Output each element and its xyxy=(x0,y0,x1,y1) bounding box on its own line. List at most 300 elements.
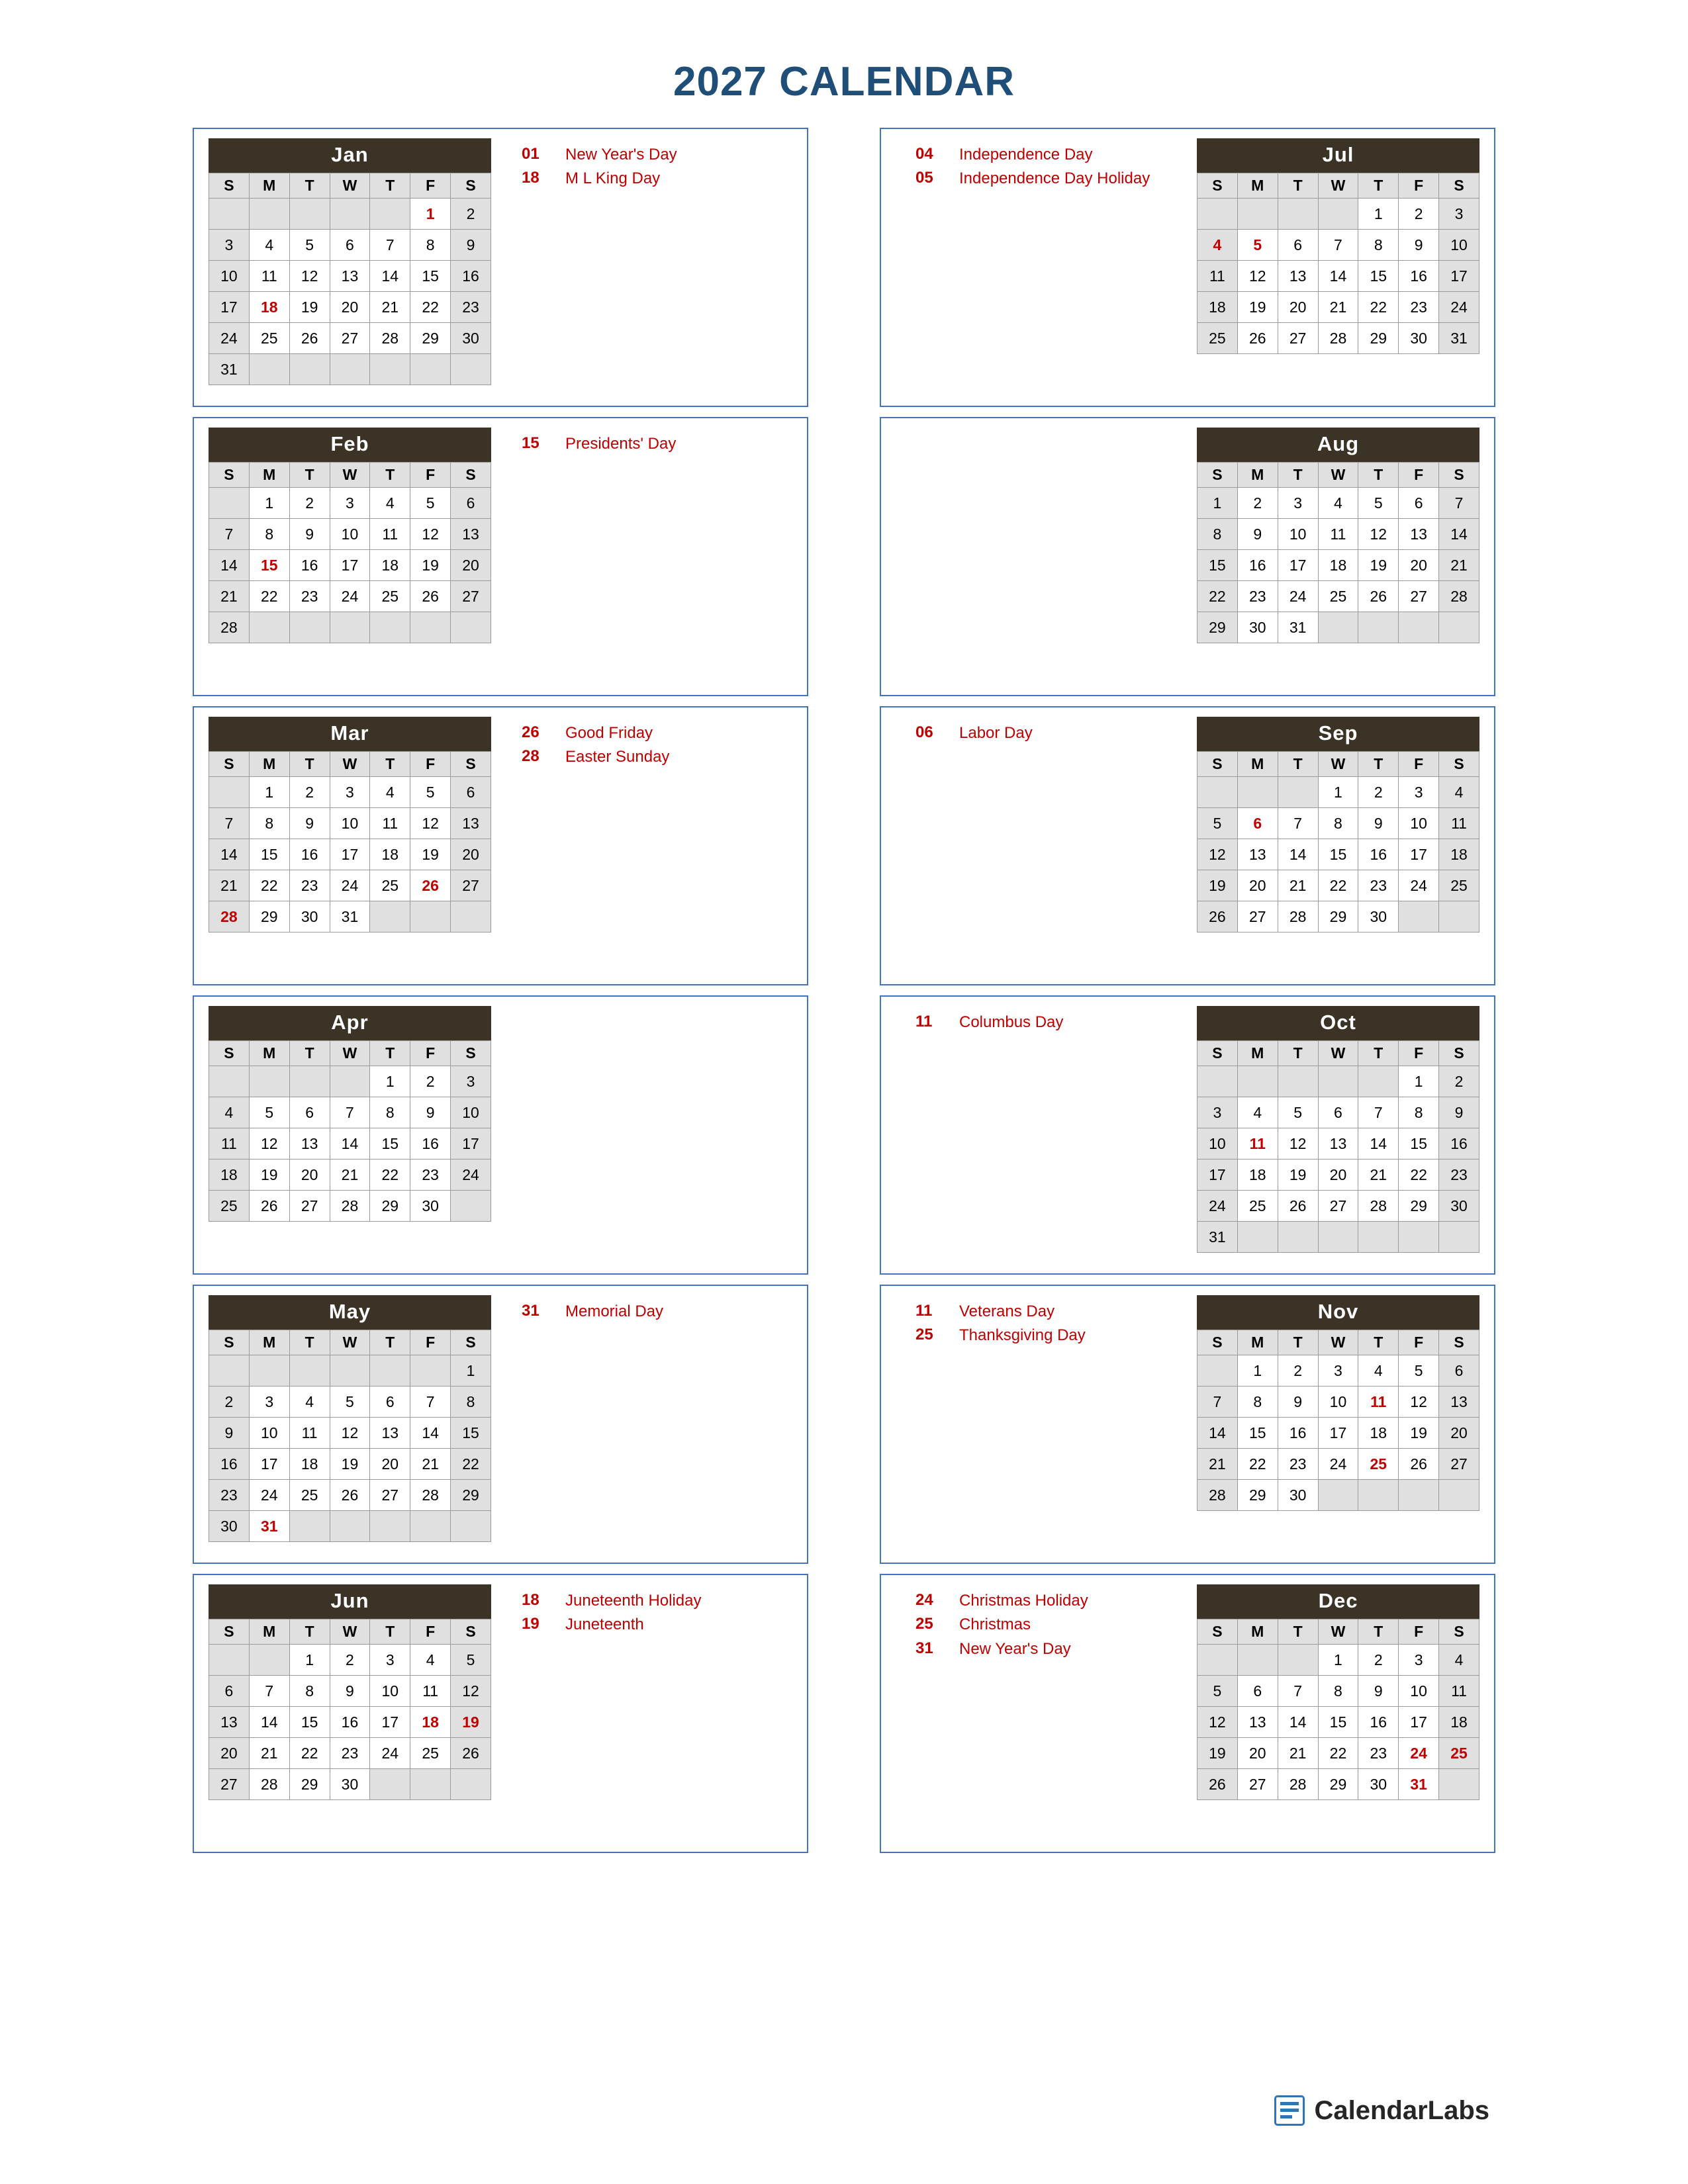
empty-cell xyxy=(1318,1222,1358,1253)
holiday-date: 15 xyxy=(522,434,539,452)
weekday-header: S xyxy=(1197,1041,1238,1066)
day-cell: 30 xyxy=(289,901,330,933)
holiday-name: New Year's Day xyxy=(959,1639,1071,1658)
day-cell: 6 xyxy=(1439,1355,1479,1387)
day-cell: 29 xyxy=(1237,1480,1278,1511)
weekday-header: T xyxy=(289,173,330,199)
day-cell: 5 xyxy=(1197,808,1238,839)
weekday-header: S xyxy=(209,1619,250,1645)
weekday-header: T xyxy=(1278,173,1318,199)
weekday-header: T xyxy=(1278,1619,1318,1645)
week-row xyxy=(209,581,491,612)
day-cell: 23 xyxy=(289,581,330,612)
day-cell: 20 xyxy=(289,1160,330,1191)
month-header-may: May xyxy=(209,1295,491,1330)
holiday-name: Christmas xyxy=(959,1615,1031,1634)
empty-cell xyxy=(1197,1066,1238,1097)
empty-cell xyxy=(289,1355,330,1387)
holiday-date: 26 xyxy=(522,723,539,741)
months-grid xyxy=(193,128,1495,1853)
day-cell: 22 xyxy=(1358,292,1399,323)
week-row xyxy=(209,901,491,933)
day-cell: 23 xyxy=(1358,1738,1399,1769)
day-cell: 12 xyxy=(451,1676,491,1707)
day-cell: 11 xyxy=(370,519,410,550)
day-cell: 5 xyxy=(330,1387,370,1418)
holiday-date: 25 xyxy=(915,1615,933,1633)
day-cell: 13 xyxy=(451,808,491,839)
weekday-header: S xyxy=(209,1330,250,1355)
week-row xyxy=(1197,1355,1479,1387)
holiday-item xyxy=(522,169,794,188)
empty-cell xyxy=(410,1355,451,1387)
week-row xyxy=(209,199,491,230)
day-cell: 24 xyxy=(209,323,250,354)
month-table xyxy=(1197,1330,1479,1511)
day-cell: 21 xyxy=(330,1160,370,1191)
day-cell: 16 xyxy=(1358,1707,1399,1738)
day-cell: 3 xyxy=(370,1645,410,1676)
day-cell: 23 xyxy=(1399,292,1439,323)
day-cell: 24 xyxy=(1318,1449,1358,1480)
empty-cell xyxy=(451,901,491,933)
month-panel-may xyxy=(193,1285,808,1564)
empty-cell xyxy=(410,354,451,385)
day-cell: 21 xyxy=(410,1449,451,1480)
day-cell: 1 xyxy=(1358,199,1399,230)
week-row xyxy=(209,261,491,292)
day-cell: 25 xyxy=(1237,1191,1278,1222)
day-cell: 26 xyxy=(410,581,451,612)
week-row xyxy=(1197,777,1479,808)
holiday-name: Thanksgiving Day xyxy=(959,1326,1086,1345)
week-row xyxy=(1197,1707,1479,1738)
holiday-date: 06 xyxy=(915,723,933,741)
weekday-header: F xyxy=(1399,1041,1439,1066)
day-cell: 2 xyxy=(451,199,491,230)
holiday-item xyxy=(915,145,1169,164)
day-cell: 30 xyxy=(209,1511,250,1542)
day-cell: 20 xyxy=(451,550,491,581)
day-cell: 2 xyxy=(1439,1066,1479,1097)
day-cell: 13 xyxy=(1399,519,1439,550)
holiday-item xyxy=(522,434,794,453)
weekday-header: S xyxy=(1439,463,1479,488)
day-cell: 18 xyxy=(370,839,410,870)
day-cell: 3 xyxy=(1399,777,1439,808)
day-cell: 28 xyxy=(1197,1480,1238,1511)
day-cell: 8 xyxy=(410,230,451,261)
weekday-header: T xyxy=(370,1041,410,1066)
empty-cell xyxy=(1197,199,1238,230)
empty-cell xyxy=(249,354,289,385)
day-cell: 15 xyxy=(370,1128,410,1160)
empty-cell xyxy=(1358,1066,1399,1097)
day-cell: 19 xyxy=(249,1160,289,1191)
day-cell: 24 xyxy=(1399,1738,1439,1769)
day-cell: 6 xyxy=(451,488,491,519)
day-cell: 29 xyxy=(249,901,289,933)
day-cell: 26 xyxy=(1197,1769,1238,1800)
weekday-header: W xyxy=(1318,752,1358,777)
week-row xyxy=(1197,1191,1479,1222)
day-cell: 21 xyxy=(209,870,250,901)
day-cell: 29 xyxy=(451,1480,491,1511)
weekday-header: T xyxy=(370,1330,410,1355)
day-cell: 13 xyxy=(1318,1128,1358,1160)
day-cell: 24 xyxy=(330,870,370,901)
weekday-header: T xyxy=(289,1619,330,1645)
day-cell: 9 xyxy=(289,519,330,550)
day-cell: 31 xyxy=(330,901,370,933)
day-cell: 16 xyxy=(1278,1418,1318,1449)
weekday-header: S xyxy=(1439,1330,1479,1355)
week-row xyxy=(209,1128,491,1160)
day-cell: 27 xyxy=(1439,1449,1479,1480)
day-cell: 27 xyxy=(451,581,491,612)
empty-cell xyxy=(209,1645,250,1676)
month-panel-dec xyxy=(880,1574,1495,1853)
day-cell: 1 xyxy=(289,1645,330,1676)
day-cell: 12 xyxy=(1278,1128,1318,1160)
empty-cell xyxy=(1237,777,1278,808)
day-cell: 11 xyxy=(1358,1387,1399,1418)
day-cell: 24 xyxy=(1278,581,1318,612)
day-cell: 7 xyxy=(1278,1676,1318,1707)
weekday-header: S xyxy=(1197,1330,1238,1355)
day-cell: 4 xyxy=(1318,488,1358,519)
day-cell: 12 xyxy=(249,1128,289,1160)
holiday-date: 11 xyxy=(915,1013,933,1030)
day-cell: 30 xyxy=(1358,1769,1399,1800)
day-cell: 26 xyxy=(289,323,330,354)
day-cell: 9 xyxy=(1399,230,1439,261)
empty-cell xyxy=(410,901,451,933)
empty-cell xyxy=(451,1769,491,1800)
day-cell: 29 xyxy=(1358,323,1399,354)
week-row xyxy=(1197,839,1479,870)
day-cell: 14 xyxy=(1197,1418,1238,1449)
calendar-feb xyxy=(209,428,491,686)
day-cell: 29 xyxy=(1399,1191,1439,1222)
holiday-list-sep xyxy=(881,707,1182,984)
holiday-item xyxy=(915,1591,1169,1610)
day-cell: 1 xyxy=(1318,1645,1358,1676)
day-cell: 10 xyxy=(1399,1676,1439,1707)
brand-label: CalendarLabs xyxy=(1314,2095,1489,2125)
empty-cell xyxy=(209,199,250,230)
day-cell: 28 xyxy=(370,323,410,354)
day-cell: 2 xyxy=(1278,1355,1318,1387)
weekday-header: S xyxy=(451,173,491,199)
weekday-header: S xyxy=(209,463,250,488)
day-cell: 16 xyxy=(289,550,330,581)
calendar-sep xyxy=(1197,717,1479,975)
month-panel-aug xyxy=(880,417,1495,696)
week-row xyxy=(1197,488,1479,519)
day-cell: 19 xyxy=(410,550,451,581)
day-cell: 5 xyxy=(1358,488,1399,519)
day-cell: 29 xyxy=(1197,612,1238,643)
day-cell: 26 xyxy=(330,1480,370,1511)
week-row xyxy=(1197,808,1479,839)
day-cell: 2 xyxy=(1358,777,1399,808)
day-cell: 6 xyxy=(1237,1676,1278,1707)
weekday-header: S xyxy=(451,1619,491,1645)
month-header-sep: Sep xyxy=(1197,717,1479,751)
weekday-header: W xyxy=(330,752,370,777)
day-cell: 14 xyxy=(209,839,250,870)
day-cell: 31 xyxy=(1278,612,1318,643)
day-cell: 8 xyxy=(451,1387,491,1418)
month-header-jun: Jun xyxy=(209,1584,491,1619)
day-cell: 8 xyxy=(1318,1676,1358,1707)
day-cell: 7 xyxy=(370,230,410,261)
week-row xyxy=(1197,1387,1479,1418)
day-cell: 25 xyxy=(1439,870,1479,901)
day-cell: 7 xyxy=(249,1676,289,1707)
week-row xyxy=(209,1645,491,1676)
day-cell: 3 xyxy=(209,230,250,261)
day-cell: 19 xyxy=(1237,292,1278,323)
week-row xyxy=(1197,230,1479,261)
day-cell: 16 xyxy=(410,1128,451,1160)
empty-cell xyxy=(370,612,410,643)
day-cell: 29 xyxy=(410,323,451,354)
week-row xyxy=(209,1387,491,1418)
day-cell: 2 xyxy=(330,1645,370,1676)
month-table xyxy=(209,462,491,643)
weekday-header: S xyxy=(1439,752,1479,777)
panel-row xyxy=(193,995,1495,1275)
day-cell: 22 xyxy=(1237,1449,1278,1480)
day-cell: 19 xyxy=(1278,1160,1318,1191)
day-cell: 1 xyxy=(1318,777,1358,808)
day-cell: 30 xyxy=(410,1191,451,1222)
day-cell: 13 xyxy=(1237,839,1278,870)
holiday-name: Presidents' Day xyxy=(565,435,677,453)
day-cell: 22 xyxy=(249,870,289,901)
empty-cell xyxy=(1278,1645,1318,1676)
day-cell: 8 xyxy=(1197,519,1238,550)
weekday-header: M xyxy=(1237,752,1278,777)
day-cell: 21 xyxy=(1197,1449,1238,1480)
holiday-item xyxy=(522,747,794,766)
day-cell: 4 xyxy=(1197,230,1238,261)
weekday-header: W xyxy=(1318,173,1358,199)
week-row xyxy=(209,870,491,901)
calendar-may xyxy=(209,1295,491,1553)
weekday-header: S xyxy=(209,1041,250,1066)
day-cell: 15 xyxy=(1197,550,1238,581)
holiday-item xyxy=(915,1302,1169,1321)
day-cell: 25 xyxy=(209,1191,250,1222)
day-cell: 16 xyxy=(330,1707,370,1738)
day-cell: 27 xyxy=(209,1769,250,1800)
weekday-header: T xyxy=(1278,752,1318,777)
day-cell: 13 xyxy=(1278,261,1318,292)
day-cell: 10 xyxy=(249,1418,289,1449)
day-cell: 6 xyxy=(1399,488,1439,519)
empty-cell xyxy=(451,354,491,385)
holiday-list-may xyxy=(506,1286,807,1563)
day-cell: 22 xyxy=(1318,870,1358,901)
day-cell: 10 xyxy=(330,519,370,550)
holiday-list-jun xyxy=(506,1575,807,1852)
day-cell: 25 xyxy=(410,1738,451,1769)
empty-cell xyxy=(249,612,289,643)
day-cell: 20 xyxy=(1237,870,1278,901)
weekday-header: T xyxy=(1358,1330,1399,1355)
day-cell: 30 xyxy=(1399,323,1439,354)
holiday-name: Memorial Day xyxy=(565,1302,664,1320)
weekday-header: F xyxy=(1399,463,1439,488)
week-row xyxy=(209,1355,491,1387)
holiday-name: Good Friday xyxy=(565,724,653,742)
day-cell: 8 xyxy=(1318,808,1358,839)
day-cell: 4 xyxy=(289,1387,330,1418)
weekday-header: F xyxy=(1399,173,1439,199)
day-cell: 4 xyxy=(209,1097,250,1128)
day-cell: 12 xyxy=(1197,1707,1238,1738)
day-cell: 4 xyxy=(249,230,289,261)
week-row xyxy=(209,488,491,519)
empty-cell xyxy=(451,1191,491,1222)
day-cell: 27 xyxy=(1318,1191,1358,1222)
day-cell: 19 xyxy=(410,839,451,870)
day-cell: 21 xyxy=(1278,1738,1318,1769)
day-cell: 11 xyxy=(289,1418,330,1449)
day-cell: 29 xyxy=(1318,1769,1358,1800)
month-header-oct: Oct xyxy=(1197,1006,1479,1040)
holiday-date: 31 xyxy=(915,1639,933,1657)
week-row xyxy=(1197,1160,1479,1191)
day-cell: 17 xyxy=(451,1128,491,1160)
day-cell: 3 xyxy=(1278,488,1318,519)
day-cell: 23 xyxy=(410,1160,451,1191)
week-row xyxy=(1197,323,1479,354)
holiday-list-jul xyxy=(881,129,1182,406)
day-cell: 17 xyxy=(330,550,370,581)
day-cell: 21 xyxy=(1318,292,1358,323)
week-row xyxy=(1197,581,1479,612)
day-cell: 14 xyxy=(209,550,250,581)
weekday-header: S xyxy=(1439,1041,1479,1066)
weekday-header: M xyxy=(1237,1041,1278,1066)
weekday-header: T xyxy=(289,463,330,488)
day-cell: 25 xyxy=(370,870,410,901)
month-header-dec: Dec xyxy=(1197,1584,1479,1619)
weekday-header: F xyxy=(410,173,451,199)
day-cell: 11 xyxy=(1439,808,1479,839)
week-row xyxy=(209,1449,491,1480)
empty-cell xyxy=(209,488,250,519)
weekday-header: T xyxy=(289,752,330,777)
day-cell: 19 xyxy=(1358,550,1399,581)
day-cell: 8 xyxy=(249,519,289,550)
day-cell: 13 xyxy=(1237,1707,1278,1738)
day-cell: 13 xyxy=(370,1418,410,1449)
panel-row xyxy=(193,706,1495,985)
day-cell: 9 xyxy=(1439,1097,1479,1128)
day-cell: 11 xyxy=(1318,519,1358,550)
weekday-header: M xyxy=(1237,173,1278,199)
month-table xyxy=(209,173,491,385)
week-row xyxy=(209,354,491,385)
day-cell: 13 xyxy=(451,519,491,550)
day-cell: 26 xyxy=(1237,323,1278,354)
empty-cell xyxy=(1237,1222,1278,1253)
week-row xyxy=(209,292,491,323)
day-cell: 19 xyxy=(289,292,330,323)
day-cell: 23 xyxy=(1439,1160,1479,1191)
day-cell: 21 xyxy=(249,1738,289,1769)
day-cell: 14 xyxy=(1439,519,1479,550)
day-cell: 8 xyxy=(1399,1097,1439,1128)
holiday-name: Labor Day xyxy=(959,724,1033,742)
footer-brand xyxy=(1274,2095,1489,2126)
day-cell: 10 xyxy=(1197,1128,1238,1160)
holiday-item xyxy=(915,169,1169,188)
calendar-jan xyxy=(209,138,491,396)
day-cell: 1 xyxy=(370,1066,410,1097)
empty-cell xyxy=(1278,199,1318,230)
day-cell: 4 xyxy=(1358,1355,1399,1387)
day-cell: 14 xyxy=(1358,1128,1399,1160)
week-row xyxy=(209,230,491,261)
day-cell: 19 xyxy=(1197,870,1238,901)
holiday-name: Independence Day xyxy=(959,146,1093,163)
day-cell: 3 xyxy=(330,777,370,808)
empty-cell xyxy=(1197,777,1238,808)
day-cell: 7 xyxy=(209,808,250,839)
week-row xyxy=(209,1066,491,1097)
day-cell: 4 xyxy=(370,777,410,808)
empty-cell xyxy=(1439,901,1479,933)
day-cell: 6 xyxy=(209,1676,250,1707)
day-cell: 7 xyxy=(1318,230,1358,261)
week-row xyxy=(209,612,491,643)
weekday-header: M xyxy=(249,1041,289,1066)
day-cell: 9 xyxy=(289,808,330,839)
day-cell: 26 xyxy=(1358,581,1399,612)
month-table xyxy=(1197,173,1479,354)
holiday-list-feb xyxy=(506,418,807,695)
day-cell: 27 xyxy=(1237,1769,1278,1800)
day-cell: 3 xyxy=(1197,1097,1238,1128)
day-cell: 5 xyxy=(451,1645,491,1676)
day-cell: 3 xyxy=(330,488,370,519)
week-row xyxy=(1197,1128,1479,1160)
day-cell: 20 xyxy=(1439,1418,1479,1449)
holiday-name: New Year's Day xyxy=(565,146,677,163)
week-row xyxy=(1197,870,1479,901)
holiday-name: Juneteenth xyxy=(565,1615,644,1634)
day-cell: 27 xyxy=(1399,581,1439,612)
day-cell: 17 xyxy=(1197,1160,1238,1191)
day-cell: 9 xyxy=(1237,519,1278,550)
day-cell: 26 xyxy=(451,1738,491,1769)
day-cell: 21 xyxy=(1358,1160,1399,1191)
day-cell: 26 xyxy=(249,1191,289,1222)
week-row xyxy=(209,1480,491,1511)
day-cell: 14 xyxy=(330,1128,370,1160)
week-row xyxy=(209,1191,491,1222)
day-cell: 23 xyxy=(209,1480,250,1511)
panel-row xyxy=(193,1574,1495,1853)
day-cell: 12 xyxy=(410,519,451,550)
holiday-item xyxy=(522,723,794,743)
